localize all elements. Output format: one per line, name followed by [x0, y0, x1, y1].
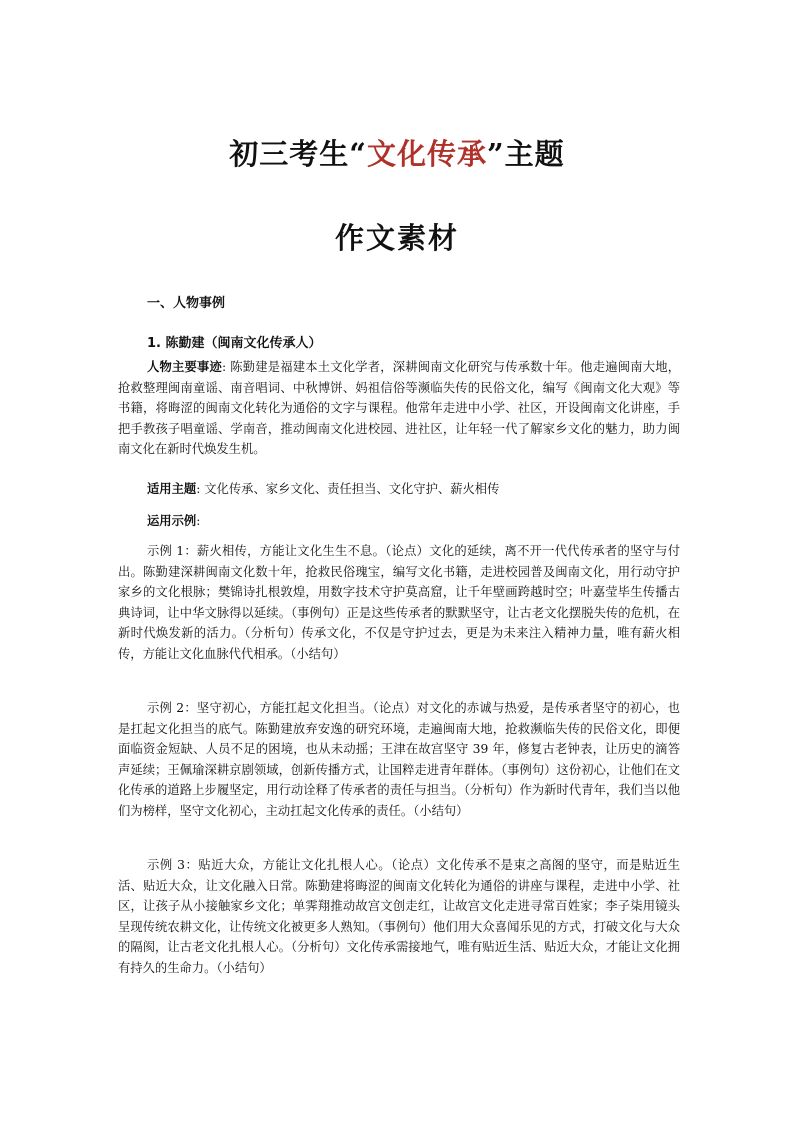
intro-text: : 陈勤建是福建本土文化学者，深耕闽南文化研究与传承数十年。他走遍闽南大地，抢救整理闽南童谣、南音唱词、中秋博饼、妈祖信俗等濒临失传的民俗文化，编写《闽南文化大观》等书籍，将晦涩的闽南文化转化为通俗的文字与课程。他常年走进中小学、社区，开设闽南文化讲座，手把手教孩子唱童谣、学南音，推动闽南文化进校园、进社区，让年轻一代了解家乡文化的魅力，助力闽南文化在新时代焕发生机。	[118, 360, 680, 456]
document-title-line2: 作文素材	[334, 221, 459, 255]
subsection-heading: 1. 陈勤建（闽南文化传承人）	[147, 336, 322, 351]
example-paragraph-1: 示例 1：薪火相传，方能让文化生生不息。（论点）文化的延续，离不开一代代传承者的坚守与付出。陈勤建深耕闽南文化数十年，抢救民俗瑰宝，编写文化书籍，走进校园普及闽南文化，用行动守护家乡的文化根脉；樊锦诗扎根敦煌，用数字技术守护莫高窟，让千年壁画跨越时空；叶嘉莹毕生传播古典诗词，让中华文脉得以延续。（事例句）正是这些传承者的默默坚守，让古老文化摆脱失传的危机，在新时代焕发新的活力。（分析句）传承文化，不仅是守护过去，更是为未来注入精神力量，唯有薪火相传，方能让文化血脉代代相承。（小结句）	[118, 544, 680, 661]
themes-paragraph	[118, 479, 680, 500]
document-title	[0, 132, 794, 173]
examples-label-paragraph	[118, 511, 680, 532]
examples-label: 运用示例	[147, 514, 197, 528]
title-suffix: ”主题	[487, 137, 565, 171]
intro-label: 人物主要事迹	[147, 360, 222, 374]
themes-label: 适用主题	[147, 482, 197, 496]
title-accent: 文化传承	[366, 137, 487, 171]
title-prefix: 初三考生“	[229, 137, 367, 171]
examples-colon: :	[196, 514, 201, 528]
example-paragraph-2: 示例 2：坚守初心，方能扛起文化担当。（论点）对文化的赤诚与热爱，是传承者坚守的初心，也是扛起文化担当的底气。陈勤建放弃安逸的研究环境，走遍闽南大地，抢救濒临失传的民俗文化，即便面临资金短缺、人员不足的困境，也从未动摇；王津在故宫坚守 39 年，修复古老钟表，让历史的滴答声延续；王佩瑜深耕京剧领域，创新传播方式，让国粹走进青年群体。（事例句）这份初心，让他们在文化传承的道路上步履坚定，用行动诠释了传承者的责任与担当。（分析句）作为新时代青年，我们当以他们为榜样，坚守文化初心，主动扛起文化传承的责任。（小结句）	[118, 701, 680, 818]
section-heading: 一、人物事例	[147, 296, 226, 311]
intro-paragraph	[118, 357, 680, 460]
example-paragraph-3: 示例 3：贴近大众，方能让文化扎根人心。（论点）文化传承不是束之高阁的坚守，而是贴近生活、贴近大众，让文化融入日常。陈勤建将晦涩的闽南文化转化为通俗的讲座与课程，走进中小学、社区，让孩子从小接触家乡文化；单霁翔推动故宫文创走红，让故宫文化走进寻常百姓家；李子柒用镜头呈现传统农耕文化，让传统文化被更多人熟知。（事例句）他们用大众喜闻乐见的方式，打破文化与大众的隔阂，让古老文化扎根人心。（分析句）文化传承需接地气，唯有贴近生活、贴近大众，才能让文化拥有持久的生命力。（小结句）	[118, 858, 680, 975]
themes-text: : 文化传承、家乡文化、责任担当、文化守护、薪火相传	[196, 482, 500, 496]
